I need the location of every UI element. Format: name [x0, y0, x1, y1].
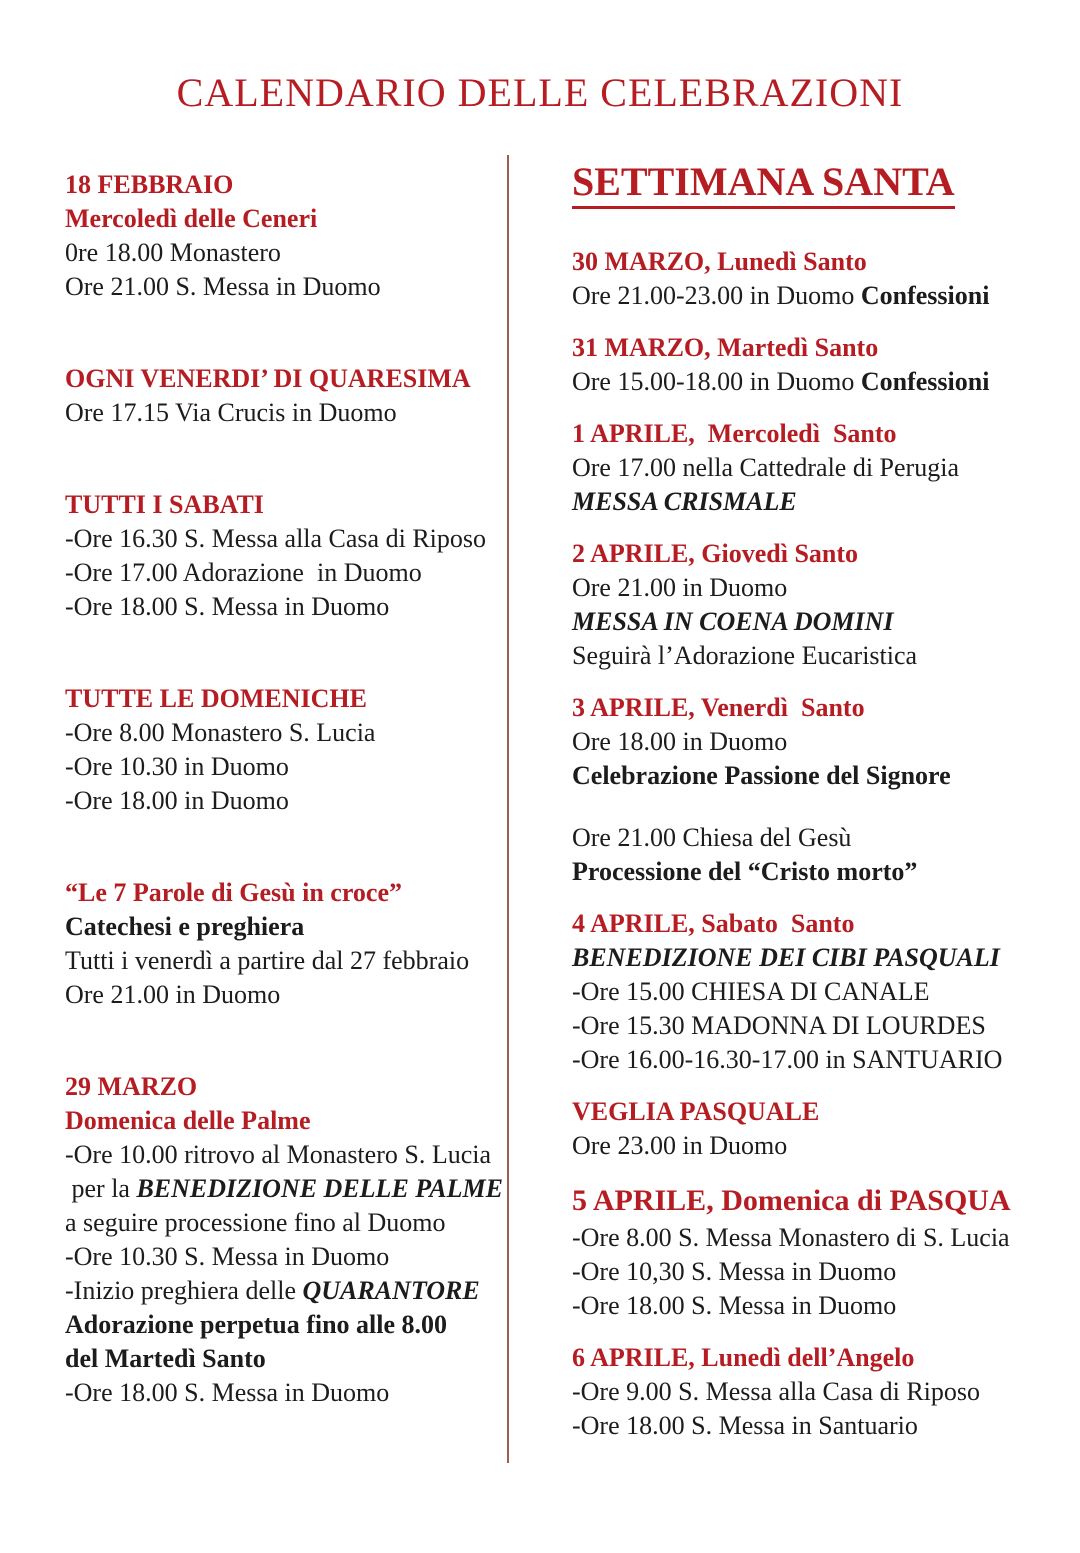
- event-block: [572, 1095, 1058, 1163]
- text-segment: -Ore 8.00 Monastero S. Lucia: [65, 718, 376, 747]
- event-block: [572, 1341, 1058, 1443]
- text-segment: -Ore 16.00-16.30-17.00 in SANTUARIO: [572, 1045, 1003, 1074]
- event-heading: 29 MARZO: [65, 1072, 198, 1101]
- event-line: [572, 1129, 1058, 1163]
- event-block: [65, 682, 513, 818]
- text-segment: Ore 15.00-18.00 in Duomo: [572, 367, 861, 396]
- event-line: [65, 1206, 513, 1240]
- event-line: [572, 1255, 1058, 1289]
- event-line: [572, 725, 1058, 759]
- text-segment: Ore 18.00 in Duomo: [572, 727, 788, 756]
- event-line: [65, 978, 513, 1012]
- event-line: [65, 944, 513, 978]
- text-segment: -Ore 10.30 in Duomo: [65, 752, 289, 781]
- event-line: [65, 556, 513, 590]
- event-line: [65, 1138, 513, 1172]
- text-segment: -Inizio preghiera delle: [65, 1276, 303, 1305]
- event-heading: 1 APRILE, Mercoledì Santo: [572, 419, 897, 448]
- text-segment: Tutti i venerdì a partire dal 27 febbraio: [65, 946, 470, 975]
- event-block: [572, 331, 1058, 399]
- event-line: [65, 784, 513, 818]
- event-block: [572, 245, 1058, 313]
- text-segment: Ore 21.00 in Duomo: [65, 980, 281, 1009]
- event-line: [572, 365, 1058, 399]
- event-block: [65, 362, 513, 430]
- event-line: [572, 571, 1058, 605]
- text-segment: Ore 17.00 nella Cattedrale di Perugia: [572, 453, 959, 482]
- event-heading: 18 FEBBRAIO: [65, 170, 234, 199]
- blank-line: [572, 793, 1058, 821]
- text-segment: 0re 18.00 Monastero: [65, 238, 281, 267]
- event-line: [572, 1409, 1058, 1443]
- text-segment: Confessioni: [860, 281, 990, 310]
- event-line: [65, 1274, 513, 1308]
- event-line: [65, 590, 513, 624]
- event-line: [65, 1172, 513, 1206]
- event-heading: 30 MARZO, Lunedì Santo: [572, 247, 867, 276]
- text-segment: BENEDIZIONE DEI CIBI PASQUALI: [572, 943, 1000, 972]
- event-block: [65, 488, 513, 624]
- event-line: [572, 855, 1058, 889]
- text-segment: Ore 21.00 Chiesa del Gesù: [572, 823, 852, 852]
- event-block: [572, 907, 1058, 1077]
- event-line: [65, 236, 513, 270]
- text-segment: Celebrazione Passione del Signore: [572, 761, 951, 790]
- event-block: [65, 168, 513, 304]
- text-segment: QUARANTORE: [302, 1276, 480, 1305]
- text-segment: Seguirà l’Adorazione Eucaristica: [572, 641, 918, 670]
- text-segment: Ore 23.00 in Duomo: [572, 1131, 788, 1160]
- text-segment: -Ore 18.00 S. Messa in Duomo: [572, 1291, 897, 1320]
- text-segment: -Ore 18.00 S. Messa in Duomo: [65, 1378, 390, 1407]
- event-heading: TUTTE LE DOMENICHE: [65, 684, 367, 713]
- text-segment: -Ore 18.00 S. Messa in Santuario: [572, 1411, 918, 1440]
- event-heading: 5 APRILE, Domenica di PASQUA: [572, 1184, 1011, 1217]
- event-line: [572, 485, 1058, 519]
- event-line: [65, 716, 513, 750]
- text-segment: -Ore 16.30 S. Messa alla Casa di Riposo: [65, 524, 487, 553]
- event-line: [572, 1043, 1058, 1077]
- text-segment: Confessioni: [860, 367, 990, 396]
- text-segment: -Ore 10.30 S. Messa in Duomo: [65, 1242, 390, 1271]
- event-heading: “Le 7 Parole di Gesù in croce”: [65, 878, 402, 907]
- event-block: [65, 876, 513, 1012]
- section-header-settimana-santa: SETTIMANA SANTA: [572, 160, 955, 209]
- event-line: [65, 1308, 513, 1342]
- text-segment: -Ore 10,30 S. Messa in Duomo: [572, 1257, 897, 1286]
- event-heading: OGNI VENERDI’ DI QUARESIMA: [65, 364, 471, 393]
- event-line: [572, 639, 1058, 673]
- event-heading: 31 MARZO, Martedì Santo: [572, 333, 879, 362]
- event-line: [572, 605, 1058, 639]
- text-segment: Ore 17.15 Via Crucis in Duomo: [65, 398, 397, 427]
- event-line: [65, 1342, 513, 1376]
- text-segment: Processione del “Cristo morto”: [572, 857, 918, 886]
- event-line: [65, 1240, 513, 1274]
- event-heading: TUTTI I SABATI: [65, 490, 264, 519]
- event-line: [65, 750, 513, 784]
- text-segment: -Ore 17.00 Adorazione in Duomo: [65, 558, 422, 587]
- event-line: [572, 821, 1058, 855]
- text-segment: del Martedì Santo: [65, 1344, 266, 1373]
- text-segment: Ore 21.00-23.00 in Duomo: [572, 281, 861, 310]
- event-heading: 3 APRILE, Venerdì Santo: [572, 693, 865, 722]
- event-line: [572, 1221, 1058, 1255]
- event-line: [572, 759, 1058, 793]
- text-segment: Catechesi e preghiera: [65, 912, 305, 941]
- text-segment: Adorazione perpetua fino alle 8.00: [65, 1310, 448, 1339]
- event-block: [572, 417, 1058, 519]
- event-line: [572, 975, 1058, 1009]
- text-segment: a seguire processione fino al Duomo: [65, 1208, 446, 1237]
- event-heading: 4 APRILE, Sabato Santo: [572, 909, 855, 938]
- event-line: [572, 1289, 1058, 1323]
- event-line: [572, 451, 1058, 485]
- page-title: CALENDARIO DELLE CELEBRAZIONI: [176, 70, 904, 115]
- text-segment: BENEDIZIONE DELLE PALME: [136, 1174, 503, 1203]
- text-segment: -Ore 15.00 CHIESA DI CANALE: [572, 977, 930, 1006]
- event-line: [65, 910, 513, 944]
- right-column: [572, 160, 1058, 1461]
- event-line: [572, 1375, 1058, 1409]
- event-heading: VEGLIA PASQUALE: [572, 1097, 820, 1126]
- event-heading: 6 APRILE, Lunedì dell’Angelo: [572, 1343, 915, 1372]
- event-heading: Mercoledì delle Ceneri: [65, 204, 318, 233]
- event-line: [65, 396, 513, 430]
- event-line: [572, 1009, 1058, 1043]
- event-line: [65, 522, 513, 556]
- event-block: [572, 691, 1058, 889]
- event-line: [65, 270, 513, 304]
- text-segment: -Ore 9.00 S. Messa alla Casa di Riposo: [572, 1377, 981, 1406]
- event-line: [65, 1376, 513, 1410]
- text-segment: -Ore 18.00 S. Messa in Duomo: [65, 592, 390, 621]
- text-segment: -Ore 18.00 in Duomo: [65, 786, 289, 815]
- text-segment: per la: [65, 1174, 137, 1203]
- event-heading: 2 APRILE, Giovedì Santo: [572, 539, 859, 568]
- event-line: [572, 279, 1058, 313]
- event-block: [572, 537, 1058, 673]
- event-block: [65, 1070, 513, 1410]
- text-segment: -Ore 10.00 ritrovo al Monastero S. Lucia: [65, 1140, 492, 1169]
- event-heading: Domenica delle Palme: [65, 1106, 311, 1135]
- text-segment: MESSA CRISMALE: [572, 487, 797, 516]
- event-line: [572, 941, 1058, 975]
- text-segment: Ore 21.00 S. Messa in Duomo: [65, 272, 381, 301]
- text-segment: -Ore 8.00 S. Messa Monastero di S. Lucia: [572, 1223, 1010, 1252]
- left-column: [65, 168, 513, 1468]
- text-segment: MESSA IN COENA DOMINI: [572, 607, 894, 636]
- text-segment: Ore 21.00 in Duomo: [572, 573, 788, 602]
- event-block: [572, 1181, 1058, 1323]
- text-segment: -Ore 15.30 MADONNA DI LOURDES: [572, 1011, 986, 1040]
